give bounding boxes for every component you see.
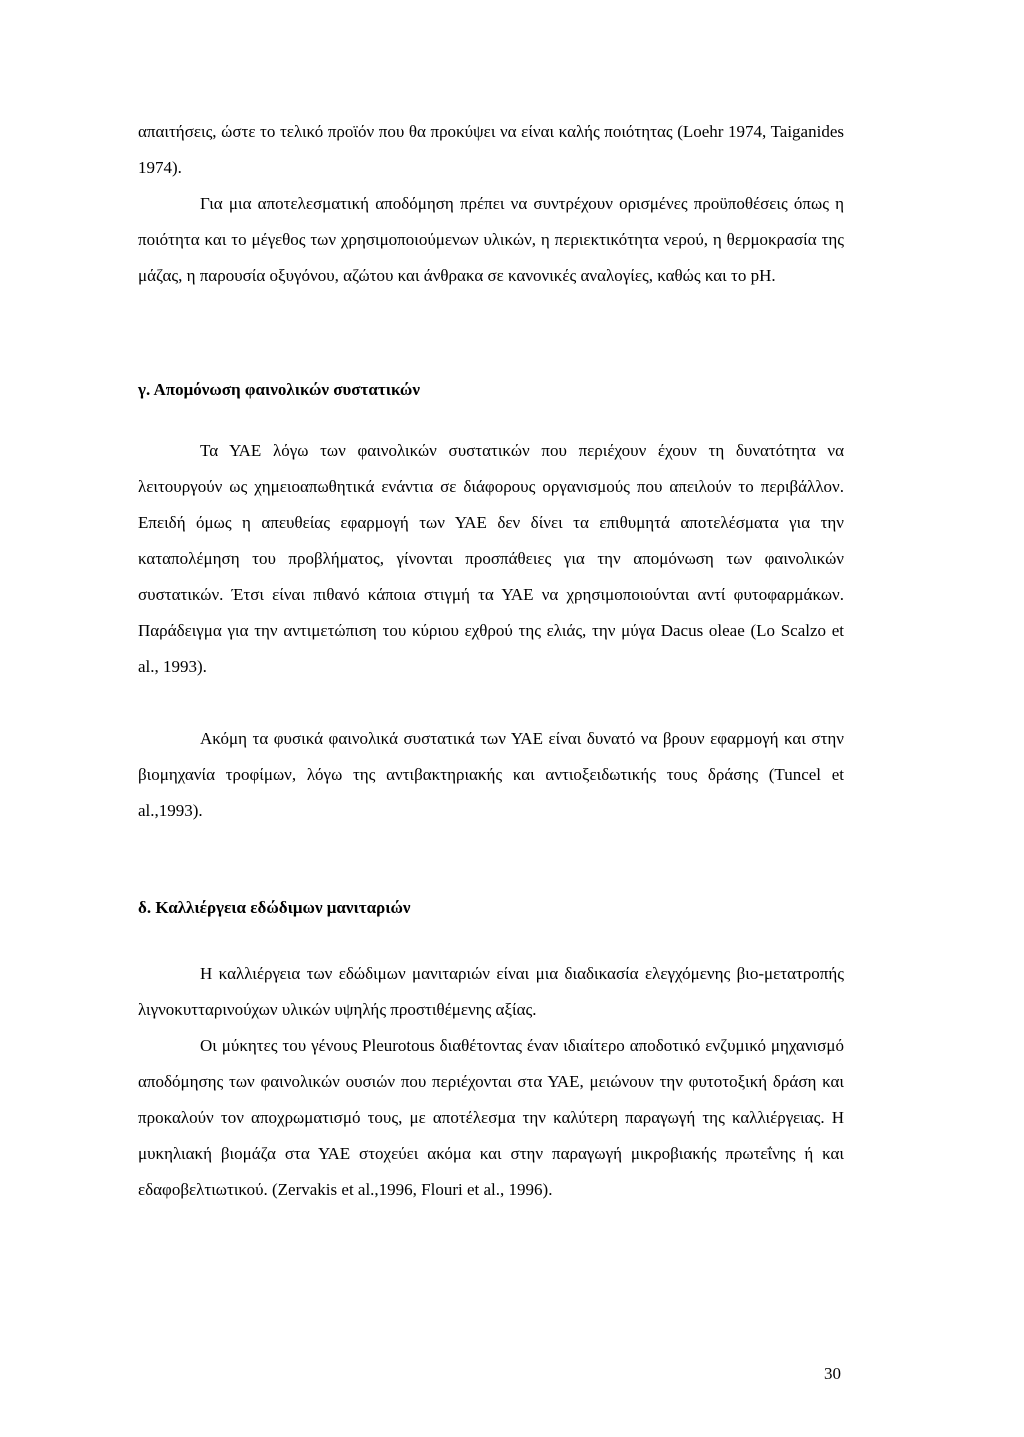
paragraph-pleurotus: Οι μύκητες του γένους Pleurotous διαθέτοντας έναν ιδιαίτερο αποδοτικό ενζυμικό μηχανισμό αποδόμησης των φαινολικών ουσιών που περιέχονται στα ΥΑΕ, μειώνουν την φυτοτοξική δράση και προκαλούν τον αποχρωματισμό τους, με αποτέλεσμα την καλύτερη παραγωγή της καλλιέργειας. Η μυκηλιακή βιομάζα στα ΥΑΕ στοχεύει ακόμα και στην παραγωγή μικροβιακής πρωτεΐνης ή και εδαφοβελτιωτικού. (Zervakis et al.,1996, Flouri et al., 1996).	[138, 1036, 844, 1199]
paragraph-food-industry: Ακόμη τα φυσικά φαινολικά συστατικά των ΥΑΕ είναι δυνατό να βρουν εφαρμογή και στην βιομηχανία τροφίμων, λόγω της αντιβακτηριακής και αντιοξειδωτικής τους δράσης (Tuncel et al.,1993).	[138, 729, 844, 820]
section-heading-mushroom-cultivation: δ. Καλλιέργεια εδώδιμων μανιταριών	[138, 898, 411, 917]
paragraph-continuation: απαιτήσεις, ώστε το τελικό προϊόν που θα προκύψει να είναι καλής ποιότητας (Loehr 1974, Taiganides 1974).	[138, 122, 844, 177]
paragraph-mushroom-cultivation: Η καλλιέργεια των εδώδιμων μανιταριών είναι μια διαδικασία ελεγχόμενης βιο-μετατροπής λιγνοκυτταρινούχων υλικών υψηλής προστιθέμενης αξίας.	[138, 964, 844, 1019]
paragraph-phenolic-isolation: Τα ΥΑΕ λόγω των φαινολικών συστατικών που περιέχουν έχουν τη δυνατότητα να λειτουργούν ως χημειοαπωθητικά ενάντια σε διάφορους οργανισμούς που απειλούν το περιβάλλον. Επειδή όμως η απευθείας εφαρμογή των ΥΑΕ δεν δίνει τα επιθυμητά αποτελέσματα για την καταπολέμηση του προβλήματος, γίνονται προσπάθειες για την απομόνωση των φαινολικών συστατικών. Έτσι είναι πιθανό κάποια στιγμή τα ΥΑΕ να χρησιμοποιούνται αντί φυτοφαρμάκων. Παράδειγμα για την αντιμετώπιση του κύριου εχθρού της ελιάς, την μύγα Dacus oleae (Lo Scalzo et al., 1993).	[138, 441, 844, 676]
section-heading-phenolic-isolation: γ. Απομόνωση φαινολικών συστατικών	[138, 380, 420, 399]
page-number: 30	[824, 1364, 841, 1383]
paragraph-decomposition-conditions: Για μια αποτελεσματική αποδόμηση πρέπει να συντρέχουν ορισμένες προϋποθέσεις όπως η ποιότητα και το μέγεθος των χρησιμοποιούμενων υλικών, η περιεκτικότητα νερού, η θερμοκρασία της μάζας, η παρουσία οξυγόνου, αζώτου και άνθρακα σε κανονικές αναλογίες, καθώς και το pH.	[138, 194, 844, 285]
